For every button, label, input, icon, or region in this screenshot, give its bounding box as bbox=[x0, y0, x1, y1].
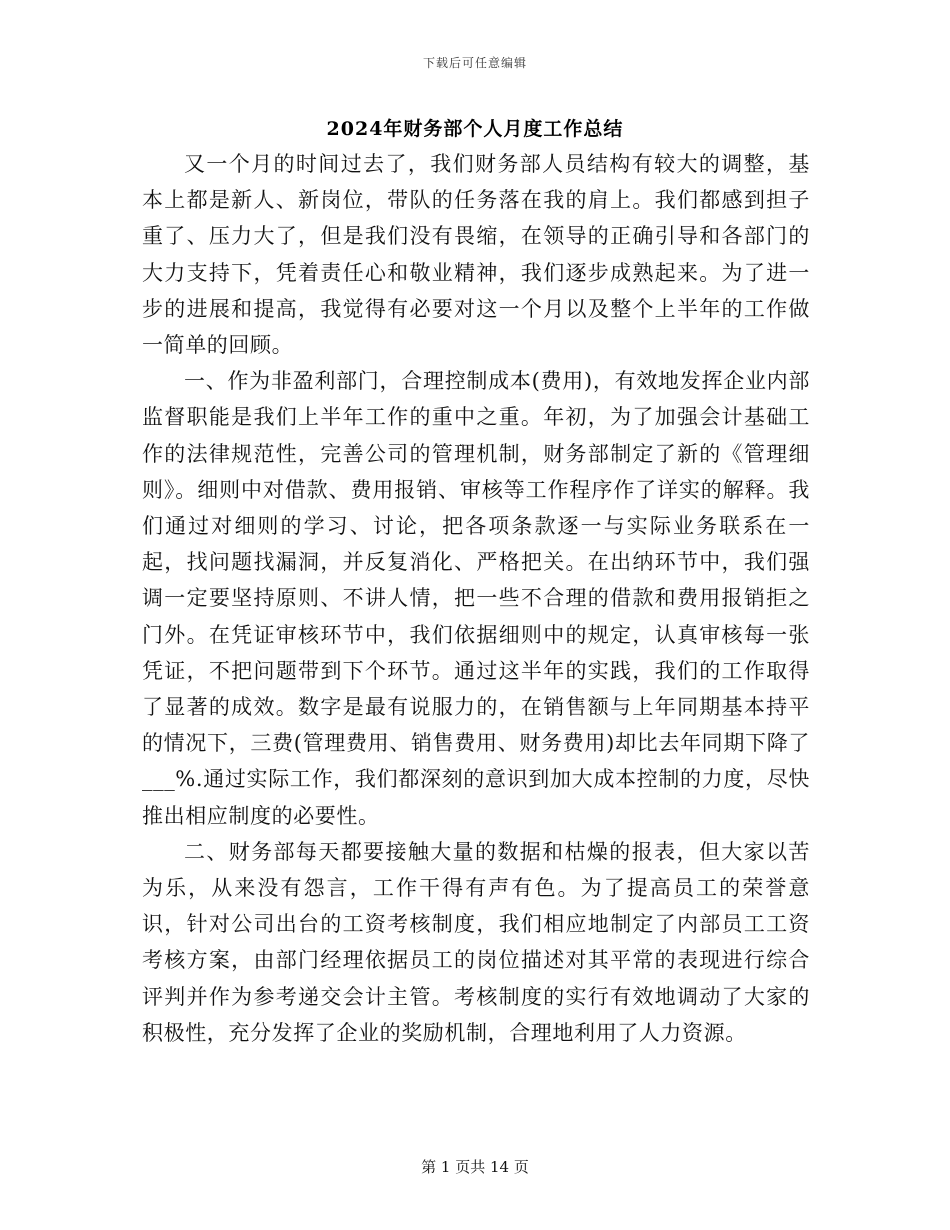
header-note: 下载后可任意编辑 bbox=[422, 56, 527, 70]
page-number: 第 1 页共 14 页 bbox=[421, 1158, 529, 1176]
document-title: 2024年财务部个人月度工作总结 bbox=[326, 118, 624, 140]
paragraph-section-2: 二、财务部每天都要接触大量的数据和枯燥的报表，但大家以苦为乐，从来没有怨言，工作干得有声有色。为了提高员工的荣誉意识，针对公司出台的工资考核制度，我们相应地制定了内部员工工资考核方案，由部门经理依据员工的岗位描述对其平常的表现进行综合评判并作为参考递交会计主管。考核制度的实行有效地调动了大家的积极性，充分发挥了企业的奖励机制，合理地利用了人力资源。 bbox=[142, 839, 810, 1045]
document-body bbox=[142, 146, 810, 1051]
paragraph-section-1: 一、作为非盈利部门，合理控制成本(费用)，有效地发挥企业内部监督职能是我们上半年工作的重中之重。年初，为了加强会计基础工作的法律规范性，完善公司的管理机制，财务部制定了新的《管理细则》。细则中对借款、费用报销、审核等工作程序作了详实的解释。我们通过对细则的学习、讨论，把各项条款逐一与实际业务联系在一起，找问题找漏洞，并反复消化、严格把关。在出纳环节中，我们强调一定要坚持原则、不讲人情，把一些不合理的借款和费用报销拒之门外。在凭证审核环节中，我们依据细则中的规定，认真审核每一张凭证，不把问题带到下个环节。通过这半年的实践，我们的工作取得了显著的成效。数字是最有说服力的，在销售额与上年同期基本持平的情况下，三费(管理费用、销售费用、财务费用)却比去年同期下降了___%.通过实际工作，我们都深刻的意识到加大成本控制的力度，尽快推出相应制度的必要性。 bbox=[142, 369, 810, 828]
paragraph-intro: 又一个月的时间过去了，我们财务部人员结构有较大的调整，基本上都是新人、新岗位，带队的任务落在我的肩上。我们都感到担子重了、压力大了，但是我们没有畏缩，在领导的正确引导和各部门的大力支持下，凭着责任心和敬业精神，我们逐步成熟起来。为了进一步的进展和提高，我觉得有必要对这一个月以及整个上半年的工作做一简单的回顾。 bbox=[142, 152, 810, 358]
